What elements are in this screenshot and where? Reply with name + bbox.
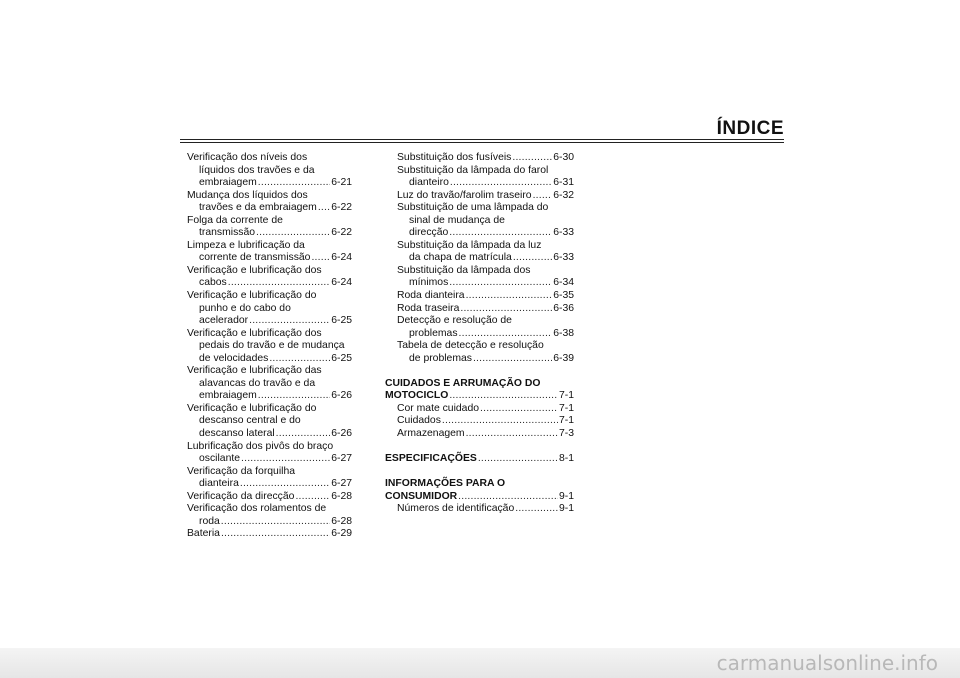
toc-entry[interactable]	[187, 353, 352, 366]
toc-entry	[385, 315, 574, 328]
toc-leader-dots	[460, 303, 552, 316]
toc-entry[interactable]	[187, 491, 352, 504]
toc-entry	[385, 240, 574, 253]
toc-entry[interactable]	[385, 390, 574, 403]
toc-entry[interactable]	[187, 428, 352, 441]
toc-entry	[385, 202, 574, 215]
toc-entry-title: Substituição dos fusíveis	[397, 152, 512, 163]
toc-entry	[385, 340, 574, 353]
toc-entry	[187, 441, 352, 454]
toc-entry[interactable]	[187, 390, 352, 403]
toc-entry[interactable]	[187, 516, 352, 529]
toc-leader-dots	[480, 403, 558, 416]
toc-right-column	[385, 152, 574, 516]
toc-entry[interactable]	[187, 478, 352, 491]
toc-entry	[385, 265, 574, 278]
toc-entry	[187, 340, 352, 353]
toc-entry-title: Roda traseira	[397, 302, 460, 314]
toc-entry-title: Cor mate cuidado	[397, 402, 480, 414]
toc-entry[interactable]	[385, 152, 574, 165]
toc-entry	[187, 290, 352, 303]
toc-entry[interactable]	[187, 202, 352, 215]
toc-entry-title: embraiagem	[199, 177, 257, 189]
toc-page-number: 6-38	[553, 327, 574, 339]
toc-leader-dots	[513, 252, 552, 265]
toc-entry[interactable]	[385, 277, 574, 290]
toc-entry	[187, 415, 352, 428]
toc-leader-dots	[515, 503, 558, 516]
toc-leader-dots	[512, 152, 552, 165]
toc-page-number: 6-25	[331, 315, 352, 327]
watermark: carmanualsonline.info	[716, 651, 938, 675]
toc-entry[interactable]	[187, 252, 352, 265]
toc-leader-dots	[241, 453, 330, 466]
toc-entry-title: Luz do travão/farolim traseiro	[397, 189, 532, 201]
toc-entry-title: Substituição da lâmpada do farol	[397, 164, 549, 176]
toc-entry	[385, 378, 574, 391]
toc-leader-dots	[458, 491, 558, 504]
toc-entry	[187, 152, 352, 165]
toc-entry[interactable]	[187, 528, 352, 541]
toc-page-number: 6-28	[331, 490, 352, 502]
toc-entry	[187, 265, 352, 278]
toc-leader-dots	[466, 428, 558, 441]
toc-entry	[187, 503, 352, 516]
toc-leader-dots	[269, 353, 330, 366]
toc-entry-title: Números de identificação	[397, 503, 515, 515]
toc-entry-title: Tabela de detecção e resolução	[397, 340, 544, 352]
toc-entry-title: Bateria	[187, 528, 220, 540]
toc-entry-title: Verificação e lubrificação do	[187, 290, 317, 302]
toc-entry-title: travões e da embraiagem	[199, 202, 317, 214]
toc-leader-dots	[449, 390, 558, 403]
toc-entry-title: Substituição da lâmpada dos	[397, 264, 531, 276]
toc-entry[interactable]	[385, 428, 574, 441]
toc-entry[interactable]	[187, 277, 352, 290]
toc-entry-title: corrente de transmissão	[199, 252, 311, 264]
toc-entry-title: Verificação dos rolamentos de	[187, 503, 327, 515]
toc-leader-dots	[473, 353, 552, 366]
toc-entry[interactable]	[385, 491, 574, 504]
toc-entry-title: alavancas do travão e da	[199, 377, 316, 389]
toc-entry-title: CONSUMIDOR	[385, 490, 458, 502]
toc-entry-title: de velocidades	[199, 352, 269, 364]
toc-spacer	[385, 365, 574, 378]
toc-page-number: 6-39	[553, 352, 574, 364]
toc-page-number: 6-36	[553, 302, 574, 314]
toc-entry[interactable]	[385, 353, 574, 366]
toc-page-number: 6-30	[553, 152, 574, 163]
toc-page-number: 6-27	[331, 453, 352, 465]
toc-entry-title: embraiagem	[199, 390, 257, 402]
toc-page-number: 6-35	[553, 290, 574, 302]
toc-entry-title: punho e do cabo do	[199, 302, 291, 314]
toc-entry-title: descanso lateral	[199, 428, 275, 440]
toc-entry-title: Lubrificação dos pivôs do braço	[187, 440, 334, 452]
toc-entry-title: dianteiro	[409, 177, 449, 189]
toc-entry[interactable]	[385, 290, 574, 303]
toc-page-number: 7-1	[558, 390, 574, 402]
toc-entry[interactable]	[385, 328, 574, 341]
toc-page-number: 7-1	[558, 402, 574, 414]
toc-entry-title: de problemas	[409, 352, 472, 364]
toc-page-number: 6-25	[331, 352, 352, 364]
toc-page-number: 6-27	[331, 478, 352, 490]
toc-entry-title: da chapa de matrícula	[409, 252, 512, 264]
toc-entry[interactable]	[385, 453, 574, 466]
toc-entry-title: Roda dianteira	[397, 290, 465, 302]
toc-entry-title: Verificação e lubrificação das	[187, 365, 322, 377]
toc-entry[interactable]	[385, 227, 574, 240]
toc-entry-title: cabos	[199, 277, 227, 289]
toc-entry-title: pedais do travão e de mudança	[199, 340, 345, 352]
toc-leader-dots	[466, 290, 553, 303]
toc-entry[interactable]	[385, 190, 574, 203]
toc-entry-title: Detecção e resolução de	[397, 315, 512, 327]
toc-page-number: 6-24	[331, 277, 352, 289]
toc-entry	[187, 378, 352, 391]
toc-leader-dots	[221, 516, 330, 529]
toc-entry-title: Armazenagem	[397, 428, 465, 440]
toc-leader-dots	[221, 528, 330, 541]
toc-entry[interactable]	[385, 252, 574, 265]
toc-page-number: 6-34	[553, 277, 574, 289]
toc-entry-title: Limpeza e lubrificação da	[187, 239, 305, 251]
toc-entry	[385, 215, 574, 228]
toc-leader-dots	[240, 478, 330, 491]
toc-entry-title: Verificação e lubrificação do	[187, 402, 317, 414]
toc-leader-dots	[295, 491, 330, 504]
toc-spacer	[385, 441, 574, 454]
toc-page-number: 6-22	[331, 227, 352, 239]
toc-entry[interactable]	[385, 403, 574, 416]
toc-page-number: 6-24	[331, 252, 352, 264]
toc-page-number: 8-1	[558, 453, 574, 465]
toc-page-number: 6-32	[553, 189, 574, 201]
toc-entry-title: descanso central e do	[199, 415, 301, 427]
toc-entry-title: Cuidados	[397, 415, 441, 427]
toc-entry[interactable]	[385, 303, 574, 316]
toc-page-number: 6-21	[331, 177, 352, 189]
toc-leader-dots	[311, 252, 330, 265]
toc-leader-dots	[228, 277, 330, 290]
toc-entry	[187, 215, 352, 228]
toc-entry[interactable]	[187, 227, 352, 240]
toc-entry[interactable]	[385, 503, 574, 516]
toc-leader-dots	[533, 190, 553, 203]
toc-leader-dots	[450, 177, 552, 190]
toc-entry	[187, 403, 352, 416]
toc-entry-title: problemas	[409, 327, 458, 339]
toc-entry	[187, 190, 352, 203]
toc-entry-title: Verificação e lubrificação dos	[187, 327, 322, 339]
toc-entry-title: Substituição da lâmpada da luz	[397, 239, 542, 251]
toc-entry-title: MOTOCICLO	[385, 390, 449, 402]
toc-entry	[385, 478, 574, 491]
toc-entry-title: mínimos	[409, 277, 449, 289]
toc-entry[interactable]	[187, 177, 352, 190]
toc-leader-dots	[449, 277, 552, 290]
toc-page-number: 6-31	[553, 177, 574, 189]
toc-entry	[187, 365, 352, 378]
toc-entry-title: INFORMAÇÕES PARA O	[385, 478, 506, 490]
toc-entry[interactable]	[385, 415, 574, 428]
toc-leader-dots	[449, 227, 552, 240]
toc-entry	[187, 466, 352, 479]
toc-entry	[187, 303, 352, 316]
toc-page-number: 9-1	[558, 490, 574, 502]
toc-page-number: 6-26	[331, 390, 352, 402]
title-rule-bottom	[180, 142, 784, 143]
toc-left-column	[187, 152, 352, 541]
toc-entry-title: sinal de mudança de	[409, 214, 505, 226]
toc-leader-dots	[256, 227, 330, 240]
toc-entry-title: transmissão	[199, 227, 256, 239]
toc-entry	[385, 165, 574, 178]
toc-entry[interactable]	[187, 453, 352, 466]
toc-page-number: 6-33	[553, 227, 574, 239]
toc-entry-title: roda	[199, 515, 220, 527]
toc-page-number: 6-26	[331, 428, 352, 440]
toc-entry[interactable]	[385, 177, 574, 190]
toc-entry	[187, 328, 352, 341]
toc-page-number: 6-29	[331, 528, 352, 540]
toc-page-number: 6-22	[331, 202, 352, 214]
toc-entry-title: Verificação da direcção	[187, 490, 295, 502]
toc-entry-title: líquidos dos travões e da	[199, 164, 315, 176]
toc-leader-dots	[258, 390, 330, 403]
toc-entry-title: Mudança dos líquidos dos	[187, 189, 308, 201]
toc-entry-title: Verificação e lubrificação dos	[187, 264, 322, 276]
toc-entry-title: dianteira	[199, 478, 239, 490]
page-title: ÍNDICE	[716, 118, 784, 139]
toc-page-number: 7-3	[558, 428, 574, 440]
toc-leader-dots	[318, 202, 330, 215]
toc-entry	[187, 165, 352, 178]
toc-entry-title: CUIDADOS E ARRUMAÇÃO DO	[385, 377, 541, 389]
toc-page-number: 7-1	[558, 415, 574, 427]
toc-entry-title: Folga da corrente de	[187, 214, 283, 226]
toc-leader-dots	[258, 177, 330, 190]
toc-entry-title: oscilante	[199, 453, 241, 465]
toc-leader-dots	[249, 315, 330, 328]
toc-leader-dots	[459, 328, 553, 341]
toc-page-number: 6-33	[553, 252, 574, 264]
toc-leader-dots	[276, 428, 331, 441]
toc-spacer	[385, 466, 574, 479]
toc-entry-title: ESPECIFICAÇÕES	[385, 453, 477, 465]
title-rule-top	[180, 139, 784, 140]
toc-entry[interactable]	[187, 315, 352, 328]
toc-entry-title: acelerador	[199, 315, 249, 327]
toc-entry-title: Verificação dos níveis dos	[187, 152, 308, 163]
toc-leader-dots	[442, 415, 558, 428]
toc-entry-title: Substituição de uma lâmpada do	[397, 202, 549, 214]
toc-leader-dots	[478, 453, 558, 466]
watermark-bar	[0, 648, 960, 678]
toc-entry-title: Verificação da forquilha	[187, 465, 296, 477]
toc-entry	[187, 240, 352, 253]
toc-page-number: 6-28	[331, 515, 352, 527]
toc-entry-title: direcção	[409, 227, 449, 239]
toc-page-number: 9-1	[558, 503, 574, 515]
